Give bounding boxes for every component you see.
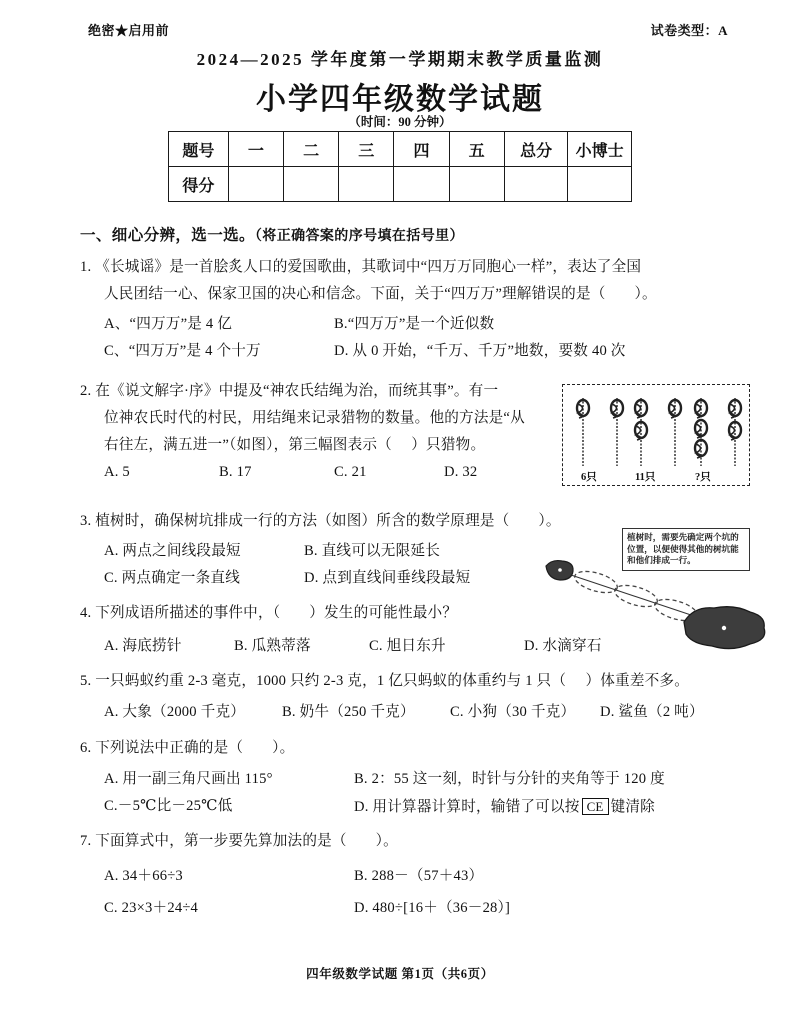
question-7-line-1	[80, 828, 740, 855]
question-4-option-b[interactable]: B. 瓜熟蒂落	[234, 638, 311, 654]
question-6-text-line-1-end: ）。	[272, 740, 295, 756]
question-7-option-d[interactable]: D. 480÷[16＋（36－28）]	[354, 900, 511, 916]
score-table-row-label-0: 题号	[169, 132, 229, 167]
score-cell-3[interactable]	[394, 167, 449, 202]
question-5-line-1	[80, 668, 740, 695]
question-6-text-line-1: 下列说法中正确的是（	[95, 740, 244, 756]
section-instruction: （将正确答案的序号填在括号里）	[254, 229, 464, 244]
question-5	[80, 668, 740, 726]
question-3-text-line-1: 植树时，确保树坑排成一行的方法（如图）所含的数学原理是（	[95, 513, 510, 529]
question-4-number: 4.	[80, 605, 92, 621]
section-title: 一、细心分辨，选一选。	[80, 227, 255, 244]
rope-icon	[573, 396, 593, 468]
rope-group-0	[573, 396, 627, 468]
tree-planting-note: 植树时，需要先确定两个坑的位置，以便使得其他的树坑能和他们排成一行。	[622, 528, 750, 571]
question-3-number: 3.	[80, 513, 92, 529]
question-1-number: 1.	[80, 259, 92, 275]
question-4-options-row	[80, 633, 640, 660]
score-table-col-6: 小博士	[568, 132, 632, 167]
question-4-text-line-1: 下列成语所描述的事件中，（	[95, 605, 281, 621]
question-2-answer-blank[interactable]	[392, 437, 411, 453]
question-6-line-1	[80, 735, 740, 762]
question-6-options-row-1	[80, 766, 740, 793]
question-4-text-line-1-end: ）发生的可能性最小？	[309, 605, 458, 621]
score-cell-2[interactable]	[339, 167, 394, 202]
question-5-option-c[interactable]: C. 小狗（30 千克）	[450, 704, 576, 720]
question-5-number: 5.	[80, 673, 92, 689]
score-cell-6[interactable]	[568, 167, 632, 202]
question-1-option-b[interactable]: B.“四万万”是一个近似数	[334, 316, 495, 332]
question-6-option-a[interactable]: A. 用一副三角尺画出 115°	[104, 771, 273, 787]
question-2-option-d[interactable]: D. 32	[444, 464, 478, 480]
question-3-options-row-1	[80, 538, 640, 565]
question-3-options-row-2	[80, 565, 640, 592]
rope-group-label-2: ?只	[695, 472, 711, 483]
rope-group-1	[631, 396, 685, 468]
question-1-text-line-2-end: ）。	[634, 286, 657, 302]
question-4-answer-blank[interactable]	[280, 605, 309, 621]
question-7-number: 7.	[80, 833, 92, 849]
question-4-line-1	[80, 600, 640, 627]
rope-group-2	[691, 396, 745, 468]
page-footer: 四年级数学试题 第1页（共6页）	[306, 967, 494, 981]
question-7-option-a[interactable]: A. 34＋66÷3	[104, 868, 183, 884]
time-limit-note: （时间：90 分钟）	[348, 115, 452, 129]
rope-group-label-0: 6只	[581, 472, 597, 483]
question-7-answer-blank[interactable]	[347, 833, 376, 849]
question-4-option-c[interactable]: C. 旭日东升	[369, 638, 446, 654]
question-5-options-row	[80, 699, 740, 726]
question-4-option-a[interactable]: A. 海底捞针	[104, 638, 182, 654]
exam-subtitle: 2024—2025 学年度第一学期期末教学质量监测	[196, 50, 604, 69]
question-3-answer-blank[interactable]	[509, 513, 538, 529]
rope-icon	[725, 396, 745, 468]
score-table	[168, 131, 632, 202]
question-2-option-b[interactable]: B. 17	[219, 464, 252, 480]
knotted-rope-figure	[562, 384, 750, 486]
question-7-option-b[interactable]: B. 288－（57＋43）	[354, 868, 484, 884]
table-row-question-numbers	[169, 132, 632, 167]
question-6	[80, 735, 740, 821]
score-table-row-label-1: 得分	[169, 167, 229, 202]
question-6-answer-blank[interactable]	[243, 740, 272, 756]
question-6-option-c[interactable]: C.－5℃比－25℃低	[104, 798, 233, 814]
question-3-line-1	[80, 508, 640, 535]
section-heading	[80, 223, 464, 245]
question-1-option-d[interactable]: D. 从 0 开始，“千万、千万”地数，要数 40 次	[334, 343, 626, 359]
question-3-option-d[interactable]: D. 点到直线间垂线段最短	[304, 570, 471, 586]
question-2	[80, 378, 550, 486]
question-2-text-line-2: 位神农氏时代的村民，用结绳来记录猎物的数量。他的方法是“从	[104, 410, 525, 426]
question-6-option-b[interactable]: B. 2：55 这一刻，时针与分针的夹角等于 120 度	[354, 771, 665, 787]
rope-icon	[691, 396, 711, 468]
question-2-line-1	[80, 378, 550, 405]
question-2-option-a[interactable]: A. 5	[104, 464, 130, 480]
question-1	[80, 254, 730, 365]
question-1-option-c[interactable]: C、“四万万”是 4 个十万	[104, 343, 261, 359]
question-5-text-line-1-end: ）体重差不多。	[585, 673, 690, 689]
question-5-option-b[interactable]: B. 奶牛（250 千克）	[282, 704, 415, 720]
rope-icon	[631, 396, 651, 468]
score-table-col-5: 总分	[504, 132, 568, 167]
question-4	[80, 600, 640, 660]
score-table-col-1: 二	[284, 132, 339, 167]
question-1-text-line-2: 人民团结一心、保家卫国的决心和信念。下面，关于“四万万”理解错误的是（	[104, 286, 606, 302]
question-3-option-b[interactable]: B. 直线可以无限延长	[304, 543, 440, 559]
score-cell-0[interactable]	[228, 167, 283, 202]
question-6-option-d[interactable]	[354, 793, 655, 821]
question-7	[80, 828, 740, 922]
score-cell-5[interactable]	[504, 167, 568, 202]
table-row-scores	[169, 167, 632, 202]
score-table-col-2: 三	[339, 132, 394, 167]
question-5-option-a[interactable]: A. 大象（2000 千克）	[104, 704, 246, 720]
paper-type-label: 试卷类型：A	[650, 23, 728, 38]
question-1-line-2	[80, 281, 730, 308]
question-5-text-line-1: 一只蚂蚁约重 2-3 毫克，1000 只约 2-3 克，1 亿只蚂蚁的体重约与 1 只（	[95, 673, 567, 689]
question-6-option-d-tail: 键清除	[610, 799, 655, 815]
rope-icon	[607, 396, 627, 468]
question-2-line-2	[80, 405, 550, 432]
question-1-options-row-1	[80, 311, 730, 338]
secrecy-label: 绝密★启用前	[88, 23, 170, 38]
question-3	[80, 508, 640, 592]
question-6-options-row-2	[80, 793, 740, 821]
page-title: 小学四年级数学试题	[256, 82, 544, 117]
score-table-col-3: 四	[394, 132, 449, 167]
question-3-option-c[interactable]: C. 两点确定一条直线	[104, 570, 240, 586]
question-2-text-line-3: 右往左，满五进一”（如图），第三幅图表示（	[104, 437, 392, 453]
question-1-answer-blank[interactable]	[606, 286, 635, 302]
question-7-text-line-1: 下面算式中，第一步要先算加法的是（	[95, 833, 347, 849]
question-6-option-d-text: D. 用计算器计算时，输错了可以按	[354, 799, 580, 815]
question-1-options-row-2	[80, 338, 730, 365]
score-table-col-4: 五	[449, 132, 504, 167]
question-1-text-line-1: 《长城谣》是一首脍炙人口的爱国歌曲，其歌词中“四万万同胞心一样”，表达了全国	[95, 259, 642, 275]
page-header-bar	[88, 20, 728, 39]
score-table-col-0: 一	[228, 132, 283, 167]
question-2-text-line-3-end: ）只猎物。	[411, 437, 486, 453]
ce-key-button[interactable]: CE	[582, 798, 609, 815]
question-2-line-3	[80, 432, 550, 459]
question-1-option-a[interactable]: A、“四万万”是 4 亿	[104, 316, 233, 332]
question-7-text-line-1-end: ）。	[375, 833, 398, 849]
question-7-option-c[interactable]: C. 23×3＋24÷4	[104, 900, 199, 916]
rope-icon	[665, 396, 685, 468]
question-2-number: 2.	[80, 383, 92, 399]
question-4-option-d[interactable]: D. 水滴穿石	[524, 638, 602, 654]
question-7-options-row-2	[80, 895, 740, 922]
question-3-text-line-1-end: ）。	[538, 513, 561, 529]
score-cell-4[interactable]	[449, 167, 504, 202]
score-cell-1[interactable]	[284, 167, 339, 202]
question-6-number: 6.	[80, 740, 92, 756]
question-2-option-c[interactable]: C. 21	[334, 464, 367, 480]
question-5-answer-blank[interactable]	[566, 673, 585, 689]
question-2-options-row	[80, 459, 550, 486]
question-2-text-line-1: 在《说文解字·序》中提及“神农氏结绳为治，而统其事”。有一	[95, 383, 499, 399]
rope-group-label-1: 11只	[635, 472, 656, 483]
question-3-option-a[interactable]: A. 两点之间线段最短	[104, 543, 241, 559]
question-5-option-d[interactable]: D. 鲨鱼（2 吨）	[600, 704, 704, 720]
question-7-options-row-1	[80, 863, 740, 890]
question-1-line-1	[80, 254, 730, 281]
